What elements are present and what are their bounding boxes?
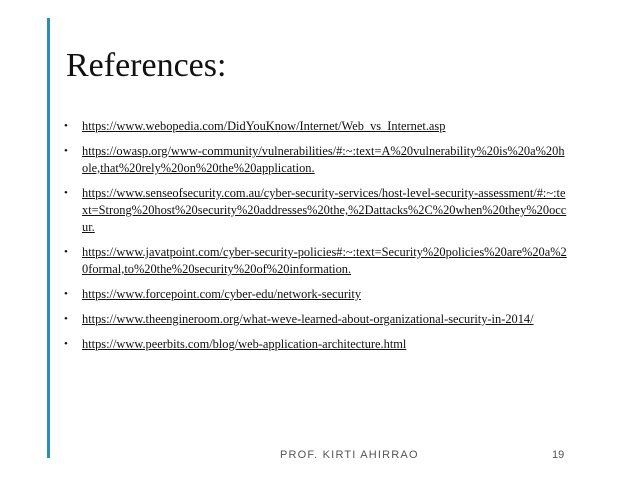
list-item (64, 143, 570, 177)
reference-link[interactable]: https://www.javatpoint.com/cyber-security-policies#:~:text=Security%20policies%20are%20a%20formal,to%20the%20security%20of%20information. (82, 245, 567, 276)
list-item (64, 244, 570, 278)
bullet-icon: • (64, 246, 68, 258)
bullet-icon: • (64, 338, 68, 350)
list-item (64, 311, 570, 328)
references-list (64, 118, 570, 361)
page-number: 19 (552, 449, 565, 461)
list-item (64, 336, 570, 353)
bullet-icon: • (64, 288, 68, 300)
reference-link[interactable]: https://www.peerbits.com/blog/web-application-architecture.html (82, 337, 407, 351)
bullet-icon: • (64, 120, 68, 132)
reference-link[interactable]: https://www.webopedia.com/DidYouKnow/Internet/Web_vs_Internet.asp (82, 119, 446, 133)
list-item (64, 185, 570, 236)
accent-bar (47, 18, 50, 458)
reference-link[interactable]: https://owasp.org/www-community/vulnerabilities/#:~:text=A%20vulnerability%20is%20a%20hole,that%20rely%20on%20the%20application. (82, 144, 565, 175)
list-item (64, 286, 570, 303)
slide-title: References: (66, 47, 227, 84)
footer-author: PROF. KIRTI AHIRRAO (280, 449, 419, 461)
reference-link[interactable]: https://www.senseofsecurity.com.au/cyber-security-services/host-level-security-assessment/#:~:text=Strong%20host%20security%20addresses%20the,%2Dattacks%2C%20when%20they%20occur. (82, 186, 567, 234)
reference-link[interactable]: https://www.forcepoint.com/cyber-edu/network-security (82, 287, 362, 301)
reference-link[interactable]: https://www.theengineroom.org/what-weve-learned-about-organizational-security-in-2014/ (82, 312, 534, 326)
bullet-icon: • (64, 313, 68, 325)
list-item (64, 118, 570, 135)
bullet-icon: • (64, 145, 68, 157)
bullet-icon: • (64, 187, 68, 199)
